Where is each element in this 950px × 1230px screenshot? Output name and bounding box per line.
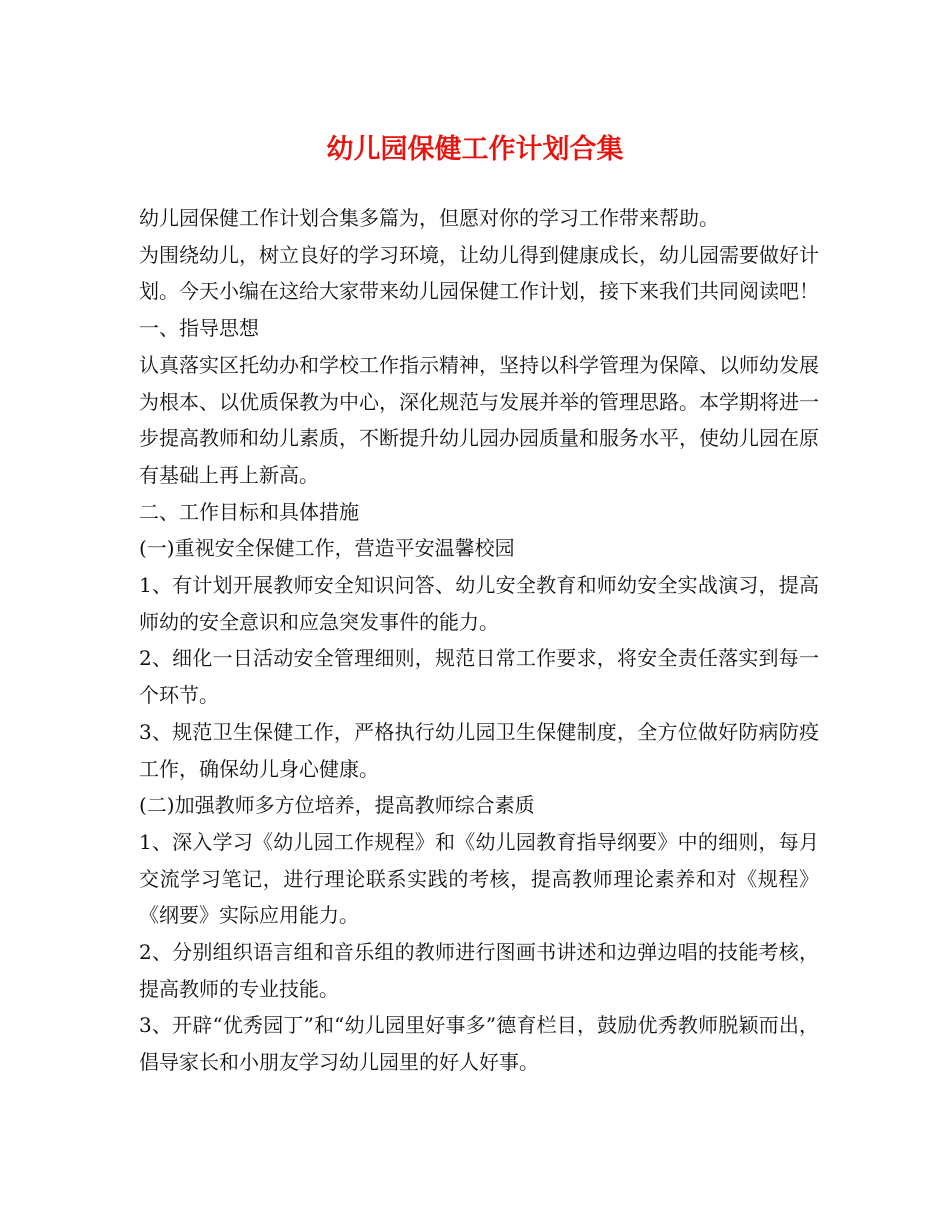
list-item: 2、分别组织语言组和音乐组的教师进行图画书讲述和边弹边唱的技能考核，提高教师的专业技能。 (139, 940, 819, 1001)
intro-paragraph: 幼儿园保健工作计划合集多篇为，但愿对你的学习工作带来帮助。 (139, 206, 719, 230)
subsection-heading: (一)重视安全保健工作，营造平安温馨校园 (139, 536, 515, 561)
body-paragraph: 认真落实区托幼办和学校工作指示精神，坚持以科学管理为保障、以师幼发展为根本、以优质保教为中心，深化规范与发展并举的管理思路。本学期将进一步提高教师和幼儿素质，不断提升幼儿园办园质量和服务水平，使幼儿园在原有基础上再上新高。 (139, 352, 819, 487)
section-heading: 一、指导思想 (139, 316, 259, 341)
list-item: 3、开辟“优秀园丁”和“幼儿园里好事多”德育栏目，鼓励优秀教师脱颖而出，倡导家长和小朋友学习幼儿园里的好人好事。 (139, 1013, 819, 1075)
subsection-heading: (二)加强教师多方位培养，提高教师综合素质 (139, 793, 535, 818)
document-title: 幼儿园保健工作计划合集 (326, 134, 624, 165)
list-item: 1、深入学习《幼儿园工作规程》和《幼儿园教育指导纲要》中的细则，每月交流学习笔记，进行理论联系实践的考核，提高教师理论素养和对《规程》《纲要》实际应用能力。 (139, 829, 819, 928)
section-heading: 二、工作目标和具体措施 (139, 499, 359, 524)
list-item: 2、细化一日活动安全管理细则，规范日常工作要求，将安全责任落实到每一个环节。 (139, 646, 819, 708)
list-item: 3、规范卫生保健工作，严格执行幼儿园卫生保健制度，全方位做好防病防疫工作，确保幼儿身心健康。 (139, 719, 819, 781)
list-item: 1、有计划开展教师安全知识问答、幼儿安全教育和师幼安全实战演习，提高师幼的安全意识和应急突发事件的能力。 (139, 573, 819, 634)
intro-paragraph: 为围绕幼儿，树立良好的学习环境，让幼儿得到健康成长，幼儿园需要做好计划。今天小编在这给大家带来幼儿园保健工作计划，接下来我们共同阅读吧！ (139, 242, 819, 304)
document-body (139, 200, 819, 1081)
